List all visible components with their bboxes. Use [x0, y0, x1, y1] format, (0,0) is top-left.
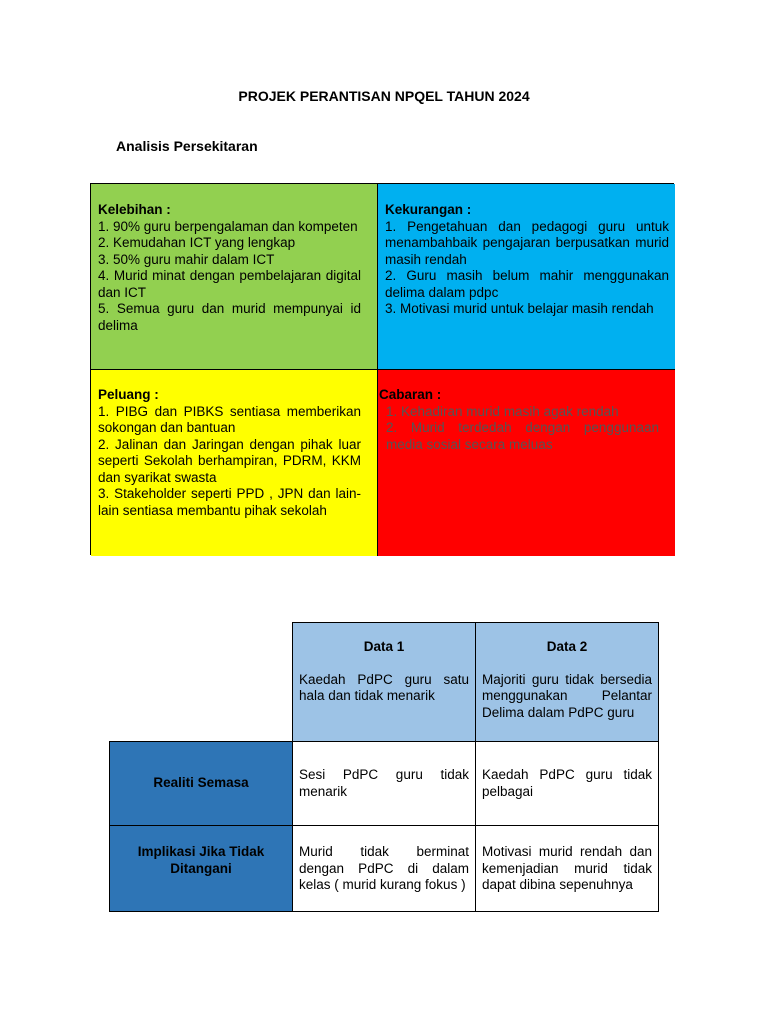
- swot-threats: [378, 370, 675, 556]
- data-analysis-table: [109, 622, 659, 912]
- empty-corner-cell: [110, 623, 293, 742]
- strengths-heading: Kelebihan :: [98, 202, 171, 217]
- weakness-item: 3. Motivasi murid untuk belajar masih rendah: [385, 301, 654, 316]
- weaknesses-heading: Kekurangan :: [385, 202, 472, 217]
- swot-weaknesses: [378, 184, 675, 370]
- strength-item: 5. Semua guru dan murid mempunyai id delima: [98, 301, 361, 333]
- opportunity-item: 3. Stakeholder seperti PPD , JPN dan lain-lain sentiasa membantu pihak sekolah: [98, 486, 361, 518]
- column-name: Data 2: [546, 639, 588, 654]
- column-desc: Majoriti guru tidak bersedia menggunakan Pelantar Delima dalam PdPC guru: [482, 671, 652, 720]
- swot-strengths: [91, 184, 378, 370]
- table-cell: Murid tidak berminat dengan PdPC di dalam kelas ( murid kurang fokus ): [293, 826, 476, 912]
- threats-heading: Cabaran :: [379, 387, 442, 402]
- opportunities-heading: Peluang :: [98, 387, 159, 402]
- opportunity-item: 2. Jalinan dan Jaringan dengan pihak luar seperti Sekolah berhampiran, PDRM, KKM dan syarikat swasta: [98, 436, 361, 485]
- column-desc: Kaedah PdPC guru satu hala dan tidak menarik: [299, 671, 469, 703]
- threat-item: 2. Murid terdedah dengan penggunaan media sosial secara meluas: [386, 420, 659, 452]
- row-label: Realiti Semasa: [110, 742, 293, 826]
- column-name: Data 1: [363, 639, 405, 654]
- strength-item: 4. Murid minat dengan pembelajaran digital dan ICT: [98, 268, 361, 300]
- strength-item: 1. 90% guru berpengalaman dan kompeten: [98, 218, 358, 234]
- row-label: Implikasi Jika Tidak Ditangani: [110, 826, 293, 912]
- swot-grid: [90, 183, 674, 555]
- threat-item: 1. Kehadiran murid masih agak rendah: [386, 403, 619, 419]
- weakness-item: 1. Pengetahuan dan pedagogi guru untuk menambahbaik pengajaran berpusatkan murid masih rendah: [385, 218, 669, 267]
- opportunity-item: 1. PIBG dan PIBKS sentiasa memberikan sokongan dan bantuan: [98, 403, 361, 435]
- strength-item: 2. Kemudahan ICT yang lengkap: [98, 235, 296, 250]
- table-header-row: [110, 623, 659, 742]
- section-subtitle: Analisis Persekitaran: [116, 138, 258, 154]
- table-cell: Sesi PdPC guru tidak menarik: [293, 742, 476, 826]
- table-cell: Kaedah PdPC guru tidak pelbagai: [476, 742, 659, 826]
- weakness-item: 2. Guru masih belum mahir menggunakan delima dalam pdpc: [385, 268, 669, 300]
- data-column-header: [293, 623, 476, 742]
- table-cell: Motivasi murid rendah dan kemenjadian murid tidak dapat dibina sepenuhnya: [476, 826, 659, 912]
- page-title: PROJEK PERANTISAN NPQEL TAHUN 2024: [238, 88, 530, 104]
- table-row: [110, 826, 659, 912]
- strength-item: 3. 50% guru mahir dalam ICT: [98, 251, 275, 267]
- data-column-header: [476, 623, 659, 742]
- swot-opportunities: [91, 370, 378, 556]
- table-row: [110, 742, 659, 826]
